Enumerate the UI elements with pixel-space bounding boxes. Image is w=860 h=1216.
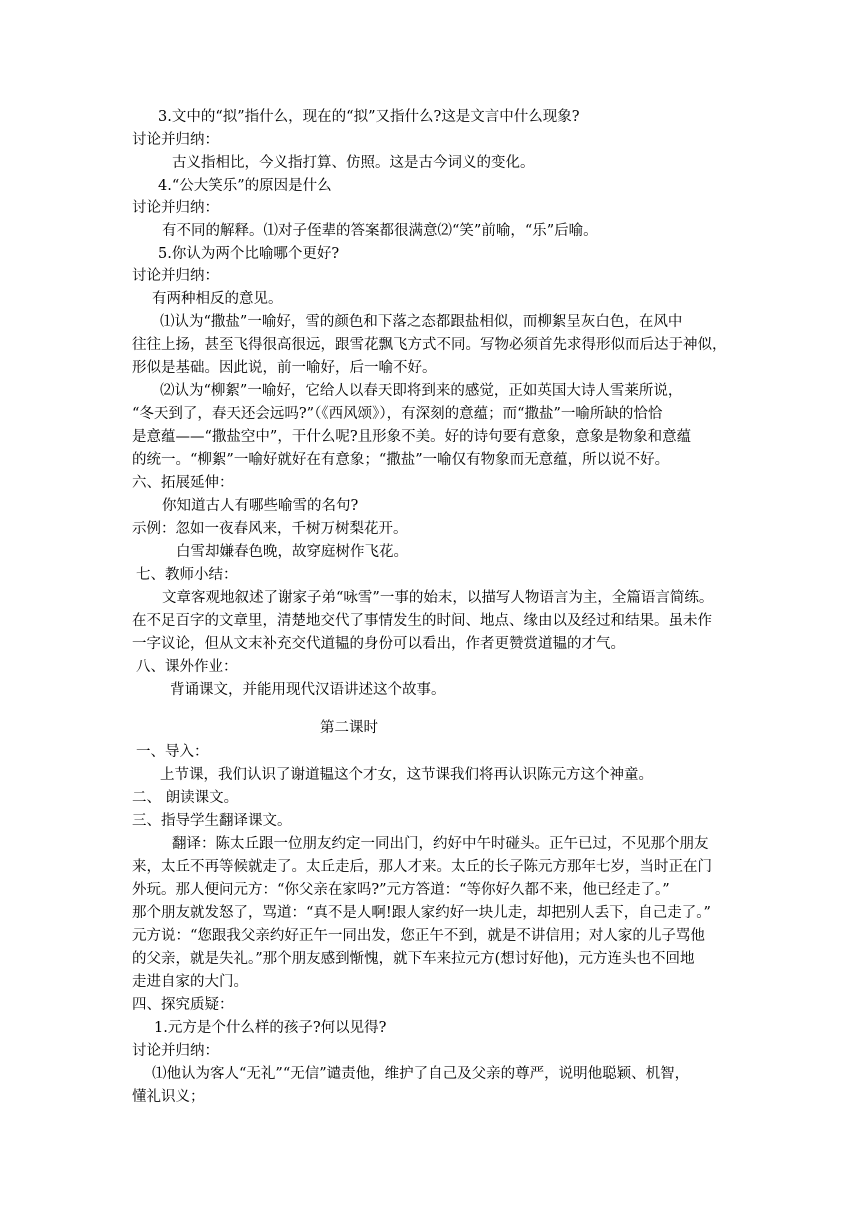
section-heading: 三、指导学生翻译课文。 [132,813,292,829]
paragraph-line: 那个朋友就发怒了，骂道：“真不是人啊!跟人家约好一块儿走，却把别人丢下，自己走了。” [132,905,711,921]
section-6-example: 示例：忽如一夜春风来，千树万树梨花开。 [132,521,408,537]
paragraph-line: 形似是基础。因此说，前一喻好，后一喻不好。 [132,360,437,376]
paragraph-line: 懂礼识义； [132,1089,205,1105]
paragraph-line: 在不足百字的文章里，清楚地交代了事情发生的时间、地点、缘由以及经过和结果。虽未作 [132,613,712,629]
paragraph-line: 是意蕴——“撒盐空中”，干什么呢?且形象不美。好的诗句要有意象，意象是物象和意蕴 [132,429,692,445]
paragraph-line: 的父亲，就是失礼。”那个朋友感到惭愧，就下车来拉元方(想讨好他)，元方连头也不回地 [132,951,695,967]
question-3: 3.文中的“拟”指什么，现在的“拟”又指什么?这是文言中什么现象? [158,109,580,125]
paragraph-line: ⑵认为“柳絮”一喻好，它给人以春天即将到来的感觉，正如英国大诗人雪莱所说， [160,383,683,399]
section-heading: 二、 朗读课文。 [132,790,239,806]
answer-3: 古义指相比，今义指打算、仿照。这是古今词义的变化。 [172,155,535,171]
intro-text: 上节课，我们认识了谢道韫这个才女，这节课我们将再认识陈元方这个神童。 [160,767,653,783]
answer-4: 有不同的解释。⑴对子侄辈的答案都很满意⑵“笑”前喻，“乐”后喻。 [162,223,598,239]
paragraph-line: 翻译：陈太丘跟一位朋友约定一同出门，约好中午时碰头。正午已过，不见那个朋友 [172,836,709,852]
paragraph-line: 来，太丘不再等候就走了。太丘走后，那人才来。太丘的长子陈元方那年七岁，当时正在门 [132,859,712,875]
paragraph-line: 走进自家的大门。 [132,974,248,990]
discussion-label: 讨论并归纳： [132,132,219,148]
paragraph-line: “冬天到了，春天还会远吗?”（《西风颂》），有深刻的意蕴；而“撒盐”一喻所缺的恰恰 [132,406,663,422]
paragraph-line: ⑴认为“撒盐”一喻好，雪的颜色和下落之态都跟盐相似，而柳絮呈灰白色，在风中 [160,314,683,330]
section-heading-7: 七、教师小结： [136,567,238,583]
section-heading: 四、探究质疑： [132,997,234,1013]
question-4: 4.“公大笑乐”的原因是什么 [158,178,332,194]
paragraph-line: 往往上扬，甚至飞得很高很远，跟雪花飘飞方式不同。写物必须首先求得形似而后达于神似， [132,337,727,353]
section-6-example: 白雪却嫌春色晚，故穿庭树作飞花。 [176,544,408,560]
question-1: 1.元方是个什么样的孩子?何以见得? [154,1020,387,1036]
section-heading: 一、导入： [136,744,209,760]
homework: 背诵课文，并能用现代汉语讲述这个故事。 [170,682,446,698]
section-heading-8: 八、课外作业： [136,659,238,675]
paragraph-line: 一字议论，但从文末补充交代道韫的身份可以看出，作者更赞赏道韫的才气。 [132,636,625,652]
section-6-question: 你知道古人有哪些喻雪的名句? [162,498,359,514]
discussion-label: 讨论并归纳： [132,268,219,284]
paragraph-line: 文章客观地叙述了谢家子弟“咏雪”一事的始末，以描写人物语言为主，全篇语言简练。 [162,590,714,606]
discussion-label: 讨论并归纳： [132,1043,219,1059]
paragraph-line: 外玩。那人便问元方：“你父亲在家吗?”元方答道：“等你好久都不来，他已经走了。” [132,882,670,898]
paragraph-line: 元方说：“您跟我父亲约好正午一同出发，您正午不到，就是不讲信用；对人家的儿子骂他 [132,928,705,944]
paragraph-line: 的统一。“柳絮”一喻好就好在有意象；“撒盐”一喻仅有物象而无意蕴，所以说不好。 [132,452,670,468]
answer-5-intro: 有两种相反的意见。 [152,291,283,307]
question-5: 5.你认为两个比喻哪个更好? [158,246,340,262]
paragraph-line: ⑴他认为客人“无礼”“无信”谴责他，维护了自己及父亲的尊严，说明他聪颖、机智， [152,1066,690,1082]
section-heading-6: 六、拓展延伸： [132,475,234,491]
discussion-label: 讨论并归纳： [132,200,219,216]
lesson-title: 第二课时 [320,720,378,736]
